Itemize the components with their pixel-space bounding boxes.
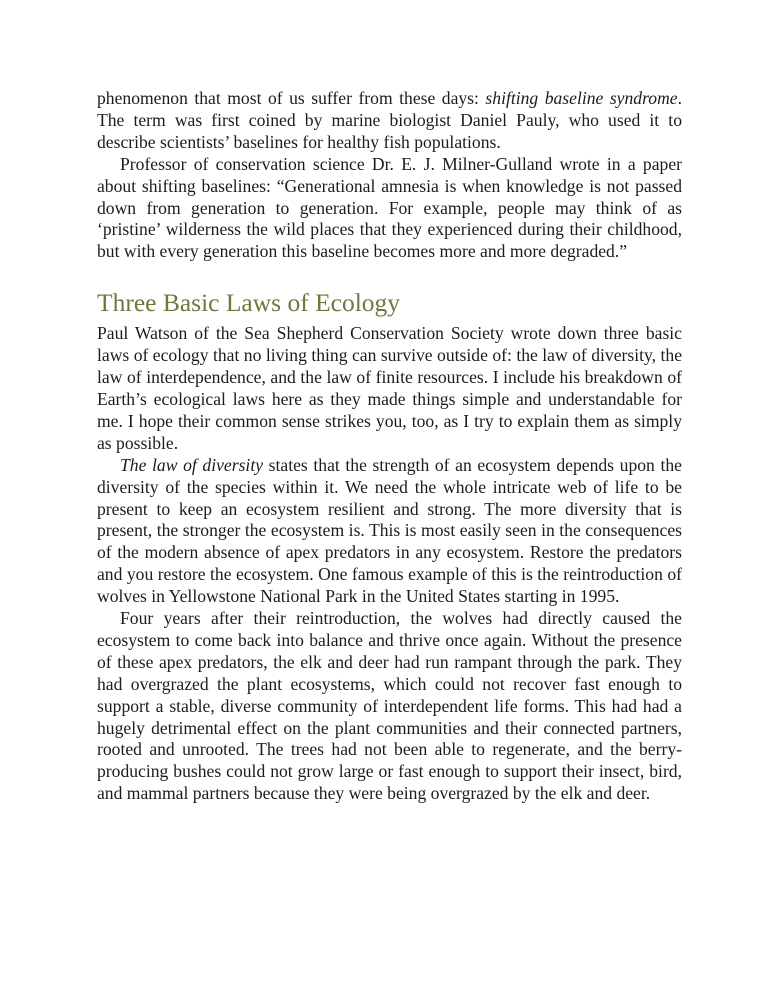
paragraph-law-of-diversity <box>97 455 682 608</box>
italic-term: shifting baseline syndrome <box>485 88 678 108</box>
paragraph-paul-watson: Paul Watson of the Sea Shepherd Conservation Society wrote down three basic laws of ecology that no living thing can survive outside of: the law of diversity, the law of interdependence, and the law of finite resources. I include his breakdown of Earth’s ecological laws here as they made things simple and understandable for me. I hope their common sense strikes you, too, as I try to explain them as simply as possible. <box>97 323 682 453</box>
paragraph-wolves-reintroduction: Four years after their reintroduction, the wolves had directly caused the ecosystem to come back into balance and thrive once again. Without the presence of these apex predators, the elk and deer had run rampant through the park. They had overgrazed the plant ecosystems, which could not recover fast enough to support a stable, diverse community of interdependent life forms. This had had a hugely detrimental effect on the plant communities and their connected partners, rooted and unrooted. The trees had not been able to regenerate, and the berry-producing bushes could not grow large or fast enough to support their insect, bird, and mammal partners because they were being overgrazed by the elk and deer. <box>97 608 682 804</box>
paragraph-text: states that the strength of an ecosystem depends upon the diversity of the species within it. We need the whole intricate web of life to be present to keep an ecosystem resilient and strong. The more diversity that is present, the stronger the ecosystem is. This is most easily seen in the consequences of the modern absence of apex predators in any ecosystem. Restore the predators and you restore the ecosystem. One famous example of this is the reintroduction of wolves in Yellowstone National Park in the United States starting in 1995. <box>97 454 682 607</box>
book-page <box>97 88 682 805</box>
paragraph-shifting-baseline <box>97 88 682 154</box>
paragraph-text: . The term was first coined by marine biologist Daniel Pauly, who used it to describe scientists’ baselines for healthy fish populations. <box>97 88 682 152</box>
section-heading: Three Basic Laws of Ecology <box>97 288 401 318</box>
italic-term: The law of diversity <box>120 454 264 475</box>
paragraph-text: phenomenon that most of us suffer from these days: <box>97 88 486 108</box>
paragraph-milner-gulland: Professor of conservation science Dr. E. J. Milner-Gulland wrote in a paper about shifting baselines: “Generational amnesia is when knowledge is not passed down from generation to generation. For example, people may think of as ‘pristine’ wilderness the wild places that they experienced during their childhood, but with every generation this baseline becomes more and more degraded.” <box>97 153 682 262</box>
